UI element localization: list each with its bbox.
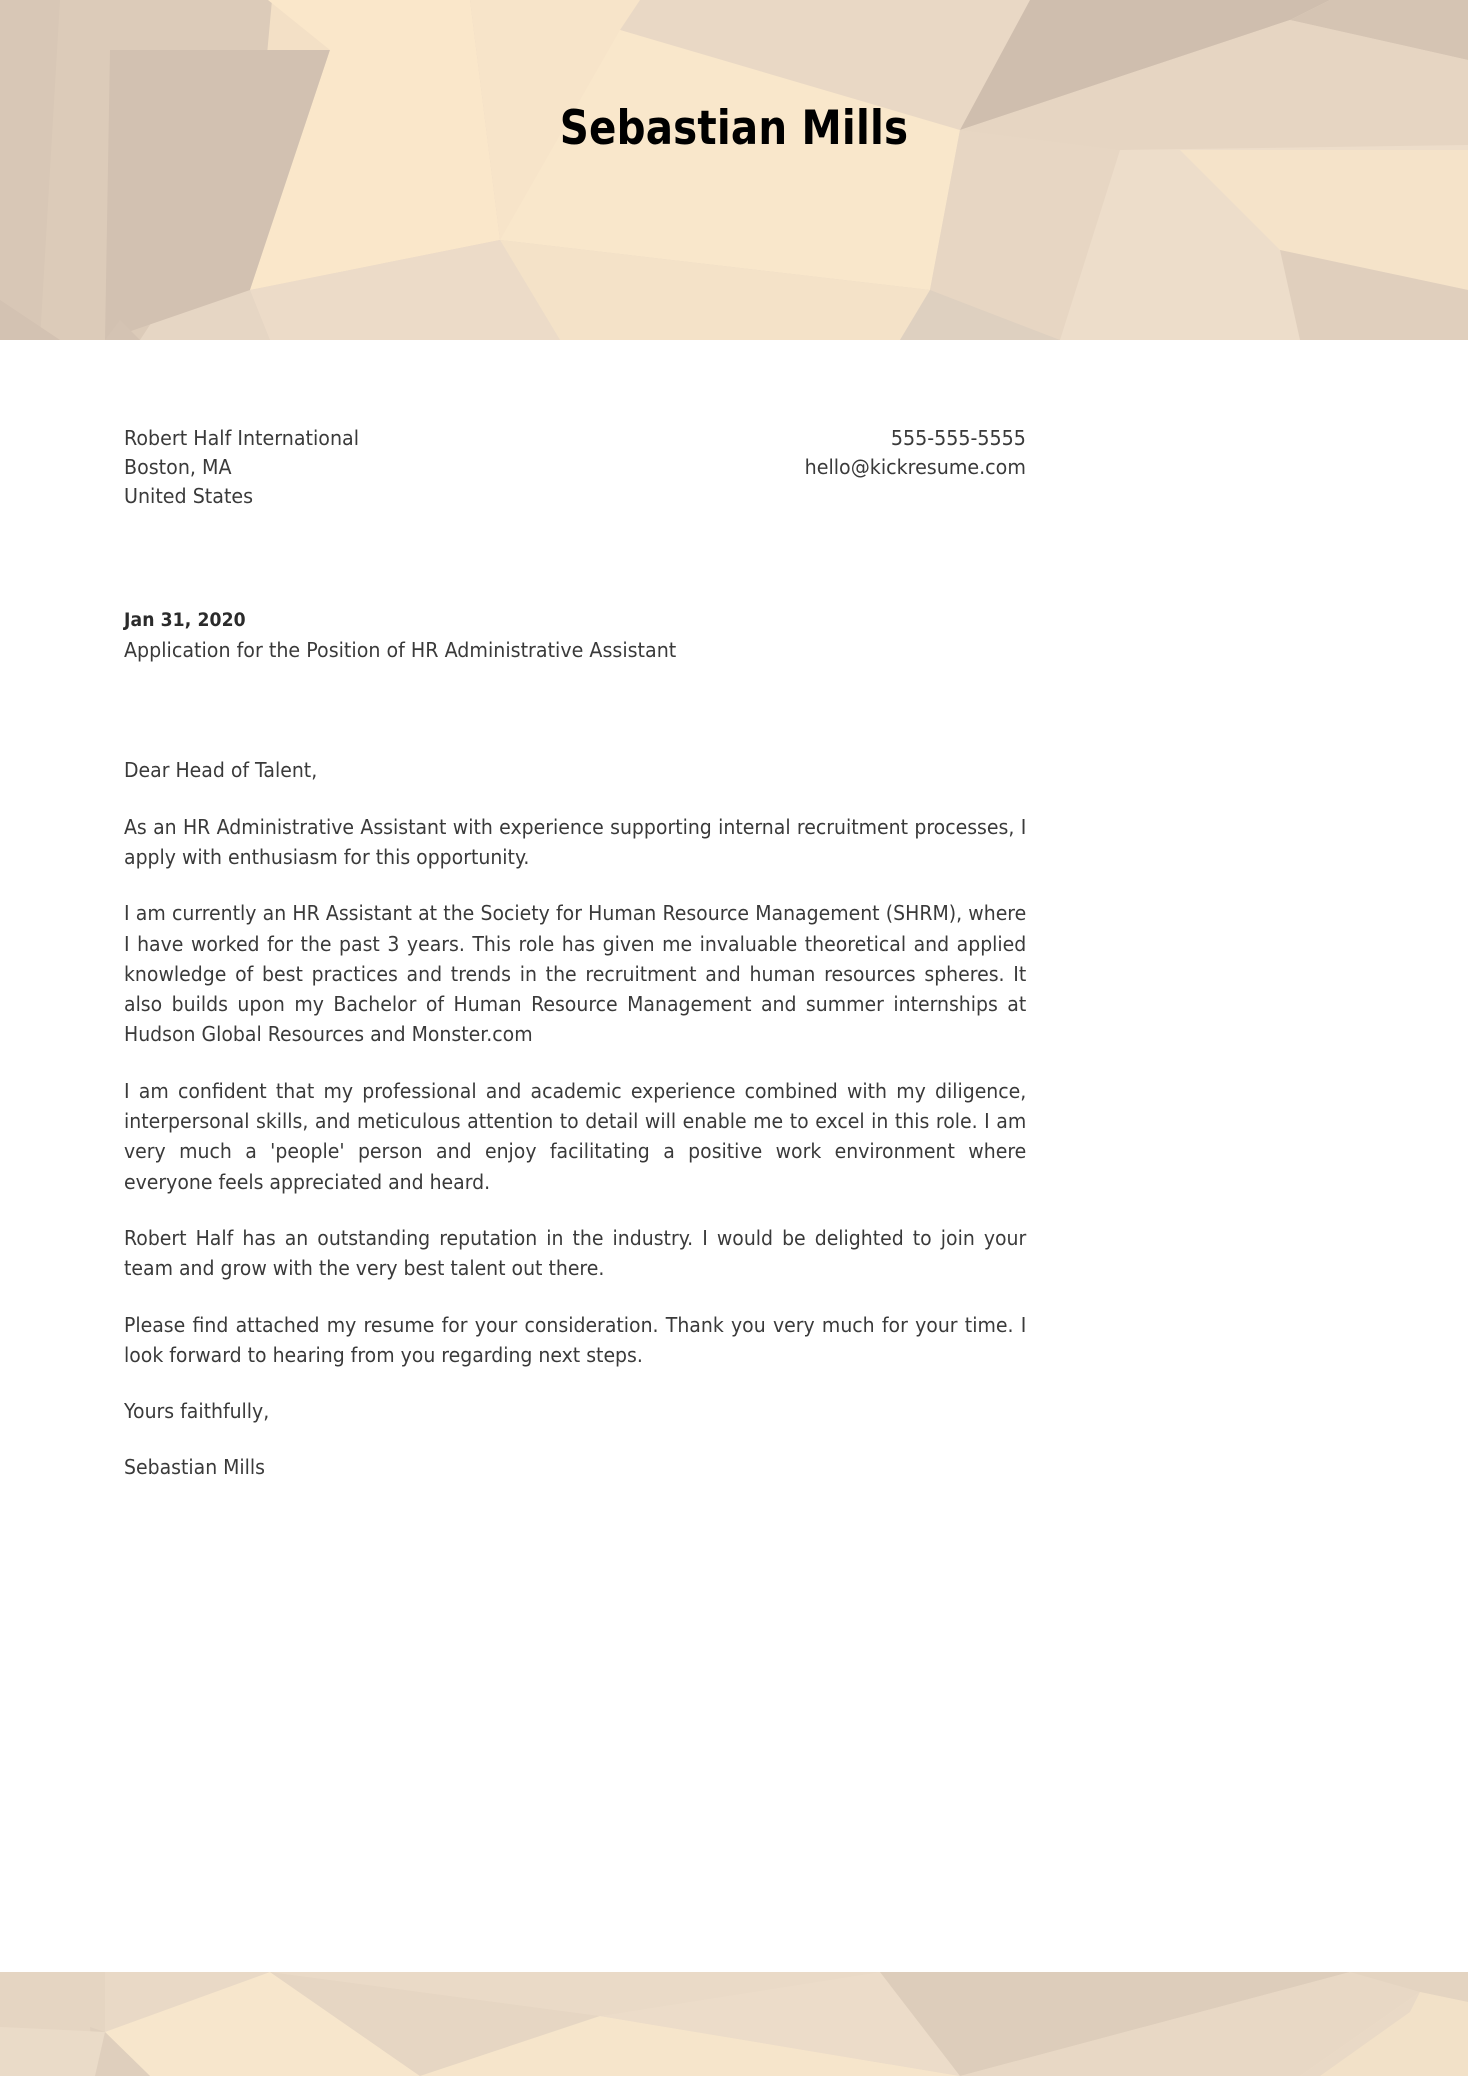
footer-polygon-graphic: [0, 1972, 1468, 2076]
letter-body: [124, 755, 1026, 1482]
letter-paragraph: As an HR Administrative Assistant with experience supporting internal recruitment processes, I apply with enthusiasm for this opportunity.: [124, 814, 1027, 869]
letter-signature: Sebastian Mills: [124, 1455, 266, 1480]
page-title: Sebastian Mills: [559, 101, 909, 156]
letter-paragraph: Please find attached my resume for your consideration. Thank you very much for your time. I look forward to hearing from you regarding next steps.: [124, 1312, 1027, 1367]
recipient-company: Robert Half International: [124, 426, 360, 450]
sender-contact-block: [805, 424, 1026, 482]
header-polygon-band: [0, 0, 1468, 340]
recipient-address-block: [124, 424, 359, 511]
sender-phone: 555-555-5555: [890, 426, 1026, 450]
recipient-country: United States: [124, 484, 254, 509]
letter-subject: Application for the Position of HR Administrative Assistant: [124, 638, 677, 663]
recipient-city-state: Boston, MA: [124, 455, 232, 480]
letter-content: [124, 340, 1026, 1483]
sender-email[interactable]: hello@kickresume.com: [804, 455, 1026, 480]
letter-date: Jan 31, 2020: [124, 610, 246, 632]
letter-paragraph: Robert Half has an outstanding reputation in the industry. I would be delighted to join your team and grow with the very best talent out there.: [124, 1225, 1027, 1281]
date-subject-block: [124, 609, 1026, 665]
letter-paragraph: I am confident that my professional and academic experience combined with my diligence, interpersonal skills, and meticulous attention to detail will enable me to excel in this role. I am very much a 'people' person and enjoy facilitating a positive work environment where everyone feels appreciated and heard.: [124, 1078, 1027, 1194]
letter-salutation: Dear Head of Talent,: [124, 758, 318, 783]
letter-meta-row: [124, 340, 1026, 511]
header-polygon-graphic: [0, 0, 1468, 340]
letter-closing: Yours faithfully,: [124, 1399, 270, 1424]
letter-paragraph: I am currently an HR Assistant at the Society for Human Resource Management (SHRM), where I have worked for the past 3 years. This role has given me invaluable theoretical and applied knowledge of best practices and trends in the recruitment and human resources spheres. It also builds upon my Bachelor of Human Resource Management and summer internships at Hudson Global Resources and Monster.com: [124, 901, 1027, 1047]
footer-polygon-band: [0, 1972, 1468, 2076]
